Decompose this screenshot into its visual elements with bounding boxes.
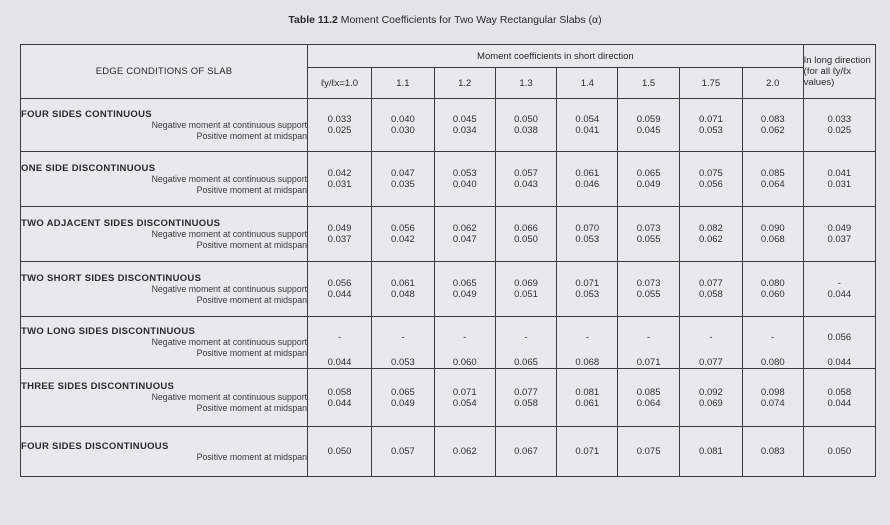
negative-coefficient: 0.071 <box>575 278 600 289</box>
edge-condition-cell <box>21 99 308 152</box>
negative-coefficient: - <box>647 331 651 343</box>
positive-coefficient: 0.058 <box>699 289 723 300</box>
long-direction-cell <box>803 207 875 262</box>
coefficient-cell <box>742 262 803 317</box>
positive-coefficient: 0.080 <box>760 356 785 368</box>
positive-coefficient: 0.031 <box>327 179 352 190</box>
coefficient-cell <box>495 207 557 262</box>
negative-coefficient: 0.092 <box>699 386 723 398</box>
negative-coefficient: 0.075 <box>699 168 723 179</box>
long-positive-coefficient: 0.044 <box>827 356 852 368</box>
negative-coefficient: 0.061 <box>391 278 415 289</box>
positive-coefficient: 0.034 <box>452 125 477 136</box>
coefficient-cell <box>495 99 557 152</box>
negative-coefficient: 0.066 <box>514 223 538 234</box>
positive-coefficient: 0.049 <box>452 289 477 300</box>
coefficient-cell <box>742 427 803 477</box>
positive-coefficient: 0.050 <box>327 446 352 457</box>
long-direction-cell <box>803 99 875 152</box>
condition-title: THREE SIDES DISCONTINUOUS <box>21 381 175 392</box>
positive-coefficient: 0.053 <box>391 356 415 368</box>
positive-coefficient: 0.062 <box>699 234 723 245</box>
positive-coefficient: 0.083 <box>760 446 785 457</box>
negative-coefficient: 0.065 <box>452 278 477 289</box>
edge-condition-cell <box>21 317 308 369</box>
negative-coefficient: 0.053 <box>452 168 477 179</box>
long-positive-coefficient: 0.025 <box>827 125 852 136</box>
negative-coefficient: 0.056 <box>391 223 415 234</box>
negative-coefficient: 0.083 <box>760 114 785 125</box>
positive-coefficient: 0.057 <box>391 446 415 457</box>
negative-coefficient: - <box>709 331 713 343</box>
coefficient-cell <box>680 317 743 369</box>
negative-coefficient: 0.077 <box>514 386 538 398</box>
coefficient-cell <box>495 369 557 427</box>
negative-coefficient: 0.050 <box>514 114 538 125</box>
negative-coefficient: 0.042 <box>327 168 352 179</box>
negative-coefficient: 0.098 <box>760 386 785 398</box>
positive-moment-label: Positive moment at midspan <box>196 130 308 141</box>
positive-coefficient: 0.071 <box>636 356 661 368</box>
long-negative-coefficient: 0.049 <box>827 223 852 234</box>
positive-coefficient: 0.043 <box>514 179 538 190</box>
table-row <box>21 99 876 152</box>
negative-moment-label: Negative moment at continuous support <box>151 337 308 347</box>
table-row <box>21 427 876 477</box>
coefficient-cell <box>680 99 743 152</box>
positive-coefficient: 0.047 <box>452 234 477 245</box>
coefficient-cell <box>742 369 803 427</box>
negative-coefficient: 0.047 <box>391 168 415 179</box>
coefficient-cell <box>308 317 372 369</box>
negative-moment-label: Negative moment at continuous support <box>151 228 308 239</box>
condition-title: TWO SHORT SIDES DISCONTINUOUS <box>21 272 202 284</box>
long-negative-coefficient: - <box>837 278 841 289</box>
negative-coefficient: - <box>585 331 589 343</box>
positive-moment-label: Positive moment at midspan <box>196 294 308 305</box>
negative-coefficient: 0.085 <box>760 168 785 179</box>
positive-coefficient: 0.055 <box>636 289 661 300</box>
table-caption <box>0 14 890 26</box>
negative-coefficient: - <box>463 331 467 343</box>
positive-coefficient: 0.069 <box>699 397 723 409</box>
coefficient-cell <box>742 99 803 152</box>
table-title: Moment Coefficients for Two Way Rectangular Slabs (α) <box>340 14 602 26</box>
positive-coefficient: 0.040 <box>452 179 477 190</box>
coefficient-cell <box>308 369 372 427</box>
positive-coefficient: 0.065 <box>514 356 538 368</box>
positive-coefficient: 0.042 <box>391 234 415 245</box>
positive-moment-label: Positive moment at midspan <box>196 451 308 462</box>
condition-title: TWO ADJACENT SIDES DISCONTINUOUS <box>21 217 221 229</box>
negative-coefficient: 0.059 <box>636 114 661 125</box>
coefficient-cell <box>308 427 372 477</box>
coefficient-cell <box>618 369 680 427</box>
negative-coefficient: 0.045 <box>452 114 477 125</box>
negative-coefficient: 0.085 <box>636 386 661 398</box>
negative-coefficient: 0.054 <box>575 114 600 125</box>
positive-coefficient: 0.049 <box>636 179 661 190</box>
long-negative-coefficient: 0.058 <box>827 386 852 398</box>
positive-coefficient: 0.049 <box>391 397 415 409</box>
positive-moment-label: Positive moment at midspan <box>196 239 308 250</box>
negative-moment-label: Negative moment at continuous support <box>151 283 308 294</box>
condition-title: FOUR SIDES CONTINUOUS <box>21 108 152 120</box>
negative-coefficient: 0.061 <box>575 168 600 179</box>
edge-conditions-header: EDGE CONDITIONS OF SLAB <box>21 45 308 99</box>
positive-coefficient: 0.054 <box>452 397 477 409</box>
positive-coefficient: 0.058 <box>514 397 538 409</box>
positive-coefficient: 0.044 <box>327 397 352 409</box>
coefficient-cell <box>434 369 495 427</box>
negative-moment-label: Negative moment at continuous support <box>151 173 308 184</box>
positive-coefficient: 0.051 <box>514 289 538 300</box>
coefficient-cell <box>371 317 434 369</box>
negative-coefficient: 0.058 <box>327 386 352 398</box>
negative-moment-label: Negative moment at continuous support <box>151 119 308 130</box>
coefficient-cell <box>495 262 557 317</box>
negative-coefficient: 0.071 <box>452 386 477 398</box>
positive-coefficient: 0.055 <box>636 234 661 245</box>
ratio-header: 1.3 <box>495 68 557 99</box>
negative-coefficient: 0.070 <box>575 223 600 234</box>
positive-coefficient: 0.068 <box>575 356 600 368</box>
table-row <box>21 207 876 262</box>
positive-coefficient: 0.071 <box>575 446 600 457</box>
coefficient-cell <box>434 317 495 369</box>
positive-coefficient: 0.046 <box>575 179 600 190</box>
table-row <box>21 317 876 369</box>
negative-coefficient: - <box>337 331 342 343</box>
edge-condition-cell <box>21 369 308 427</box>
coefficient-cell <box>434 207 495 262</box>
negative-coefficient: 0.077 <box>699 278 723 289</box>
negative-coefficient: 0.073 <box>636 223 661 234</box>
positive-coefficient: 0.045 <box>636 125 661 136</box>
long-direction-cell <box>803 262 875 317</box>
negative-coefficient: 0.080 <box>760 278 785 289</box>
coefficient-cell <box>680 207 743 262</box>
coefficient-cell <box>371 99 434 152</box>
moment-coefficient-table <box>20 44 876 477</box>
ratio-header: ℓy/ℓx=1.0 <box>308 68 372 99</box>
positive-coefficient: 0.053 <box>699 125 723 136</box>
table-row <box>21 262 876 317</box>
positive-moment-label: Positive moment at midspan <box>196 184 308 195</box>
coefficient-cell <box>680 152 743 207</box>
coefficient-cell <box>371 207 434 262</box>
long-positive-coefficient: 0.044 <box>827 397 852 409</box>
coefficient-cell <box>557 152 618 207</box>
positive-moment-label: Positive moment at midspan <box>196 403 308 413</box>
positive-coefficient: 0.035 <box>391 179 415 190</box>
long-direction-header: In long direction (for all ℓy/ℓx values) <box>803 45 875 99</box>
ratio-header: 2.0 <box>742 68 803 99</box>
negative-coefficient: - <box>401 331 405 343</box>
edge-condition-cell <box>21 152 308 207</box>
positive-coefficient: 0.060 <box>760 289 785 300</box>
ratio-header: 1.75 <box>680 68 743 99</box>
ratio-header: 1.5 <box>618 68 680 99</box>
long-positive-coefficient: 0.050 <box>827 446 852 457</box>
coefficient-cell <box>618 207 680 262</box>
coefficient-cell <box>557 207 618 262</box>
negative-coefficient: 0.065 <box>391 386 415 398</box>
positive-coefficient: 0.064 <box>760 179 785 190</box>
coefficient-cell <box>618 317 680 369</box>
negative-coefficient: 0.040 <box>391 114 415 125</box>
coefficient-cell <box>371 262 434 317</box>
coefficient-cell <box>557 317 618 369</box>
positive-coefficient: 0.061 <box>575 397 600 409</box>
coefficient-cell <box>680 427 743 477</box>
long-direction-cell <box>803 369 875 427</box>
coefficient-cell <box>434 427 495 477</box>
coefficient-cell <box>680 262 743 317</box>
negative-coefficient: 0.090 <box>760 223 785 234</box>
positive-coefficient: 0.062 <box>452 446 477 457</box>
table-row <box>21 369 876 427</box>
long-negative-coefficient: 0.041 <box>827 168 852 179</box>
positive-coefficient: 0.075 <box>636 446 661 457</box>
long-direction-cell <box>803 317 875 369</box>
negative-coefficient: 0.057 <box>514 168 538 179</box>
coefficient-cell <box>371 152 434 207</box>
negative-coefficient: 0.082 <box>699 223 723 234</box>
condition-title: FOUR SIDES DISCONTINUOUS <box>21 440 169 452</box>
positive-coefficient: 0.025 <box>327 125 352 136</box>
negative-moment-label: Negative moment at continuous support <box>151 392 308 402</box>
coefficient-cell <box>495 152 557 207</box>
condition-title: TWO LONG SIDES DISCONTINUOUS <box>21 326 196 337</box>
negative-coefficient: - <box>524 331 528 343</box>
coefficient-cell <box>308 99 372 152</box>
coefficient-cell <box>557 99 618 152</box>
table-row <box>21 152 876 207</box>
coefficient-cell <box>434 99 495 152</box>
long-direction-cell <box>803 427 875 477</box>
positive-coefficient: 0.053 <box>575 289 600 300</box>
coefficient-cell <box>308 262 372 317</box>
positive-coefficient: 0.064 <box>636 397 661 409</box>
negative-coefficient: 0.071 <box>699 114 723 125</box>
negative-coefficient: 0.073 <box>636 278 661 289</box>
positive-coefficient: 0.037 <box>327 234 352 245</box>
condition-title: ONE SIDE DISCONTINUOUS <box>21 162 156 174</box>
long-direction-cell <box>803 152 875 207</box>
positive-coefficient: 0.041 <box>575 125 600 136</box>
coefficient-cell <box>557 369 618 427</box>
positive-coefficient: 0.060 <box>452 356 477 368</box>
coefficient-cell <box>371 369 434 427</box>
coefficient-cell <box>618 99 680 152</box>
negative-coefficient: 0.065 <box>636 168 661 179</box>
positive-coefficient: 0.081 <box>699 446 723 457</box>
coefficient-cell <box>434 152 495 207</box>
positive-coefficient: 0.048 <box>391 289 415 300</box>
positive-coefficient: 0.068 <box>760 234 785 245</box>
negative-coefficient: 0.056 <box>327 278 352 289</box>
coefficient-cell <box>618 152 680 207</box>
long-positive-coefficient: 0.031 <box>827 179 852 190</box>
long-positive-coefficient: 0.037 <box>827 234 852 245</box>
short-direction-header: Moment coefficients in short direction <box>308 45 804 68</box>
coefficient-cell <box>557 262 618 317</box>
positive-moment-label: Positive moment at midspan <box>196 348 308 358</box>
coefficient-cell <box>618 427 680 477</box>
positive-coefficient: 0.038 <box>514 125 538 136</box>
coefficient-cell <box>742 317 803 369</box>
positive-coefficient: 0.074 <box>760 397 785 409</box>
positive-coefficient: 0.067 <box>514 446 538 457</box>
negative-coefficient: 0.049 <box>327 223 352 234</box>
coefficient-cell <box>495 317 557 369</box>
positive-coefficient: 0.056 <box>699 179 723 190</box>
coefficient-cell <box>618 262 680 317</box>
edge-condition-cell <box>21 427 308 477</box>
coefficient-cell <box>680 369 743 427</box>
ratio-header: 1.1 <box>371 68 434 99</box>
positive-coefficient: 0.053 <box>575 234 600 245</box>
coefficient-cell <box>308 152 372 207</box>
negative-coefficient: 0.069 <box>514 278 538 289</box>
long-negative-coefficient: 0.056 <box>827 331 852 343</box>
ratio-header: 1.2 <box>434 68 495 99</box>
negative-coefficient: 0.081 <box>575 386 600 398</box>
negative-coefficient: - <box>771 331 775 343</box>
negative-coefficient: 0.062 <box>452 223 477 234</box>
coefficient-cell <box>434 262 495 317</box>
ratio-header: 1.4 <box>557 68 618 99</box>
coefficient-cell <box>308 207 372 262</box>
positive-coefficient: 0.050 <box>514 234 538 245</box>
coefficient-cell <box>742 207 803 262</box>
positive-coefficient: 0.030 <box>391 125 415 136</box>
table-number: Table 11.2 <box>288 14 338 26</box>
coefficient-cell <box>557 427 618 477</box>
edge-condition-cell <box>21 207 308 262</box>
positive-coefficient: 0.044 <box>327 356 352 368</box>
positive-coefficient: 0.077 <box>699 356 723 368</box>
coefficient-cell <box>371 427 434 477</box>
coefficient-cell <box>495 427 557 477</box>
long-positive-coefficient: 0.044 <box>827 289 852 300</box>
positive-coefficient: 0.044 <box>327 289 352 300</box>
positive-coefficient: 0.062 <box>760 125 785 136</box>
long-negative-coefficient: 0.033 <box>827 114 852 125</box>
negative-coefficient: 0.033 <box>327 114 352 125</box>
coefficient-cell <box>742 152 803 207</box>
edge-condition-cell <box>21 262 308 317</box>
